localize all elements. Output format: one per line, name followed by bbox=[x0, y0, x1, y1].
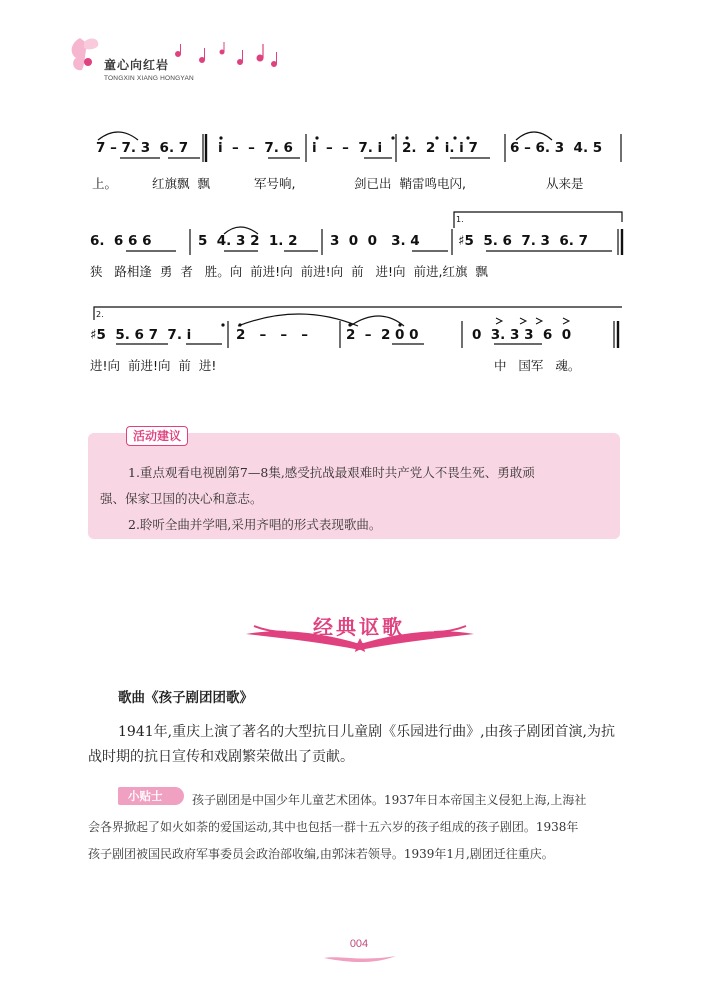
score-notes: ♯5 5. 6 7 7. i bbox=[90, 327, 192, 343]
activity-item-1-cont: 强、保家卫国的决心和意志。 bbox=[100, 491, 263, 506]
header-title: 童心向红岩 bbox=[104, 58, 170, 72]
tip-text: 会各界掀起了如火如荼的爱国运动,其中也包括一群十五六岁的孩子组成的孩子剧团。1938年 bbox=[88, 820, 579, 834]
lyric: 从来是 bbox=[546, 176, 584, 191]
lyric: 进!向 前进!向 前 进! bbox=[90, 358, 217, 373]
octave-dot bbox=[221, 323, 224, 326]
lyric: 红旗飘 飘 bbox=[152, 176, 210, 191]
score-notes: i – – 7. 6 bbox=[218, 140, 293, 156]
tip-text: 孩子剧团被国民政府军事委员会政治部收编,由郭沫若领导。1939年1月,剧团迁往重庆。 bbox=[88, 847, 554, 861]
lyric: 狭 路相逢 勇 者 胜。向 前进!向 前进!向 前 进!向 前进,红旗 飘 bbox=[90, 264, 488, 279]
octave-dot bbox=[391, 136, 394, 139]
section-title: 经典讴歌 bbox=[313, 615, 405, 639]
song-paragraph: 1941年,重庆上演了著名的大型抗日儿童剧《乐园进行曲》,由孩子剧团首演,为抗 bbox=[118, 724, 615, 740]
score-notes: 7 – 7. 3 6. 7 bbox=[96, 140, 189, 156]
lyric: 军号响, bbox=[254, 176, 296, 191]
score-notes: 5 4. 3 2 1. 2 bbox=[198, 233, 298, 249]
volta-bracket bbox=[94, 307, 622, 320]
score-notes: 2 – – – bbox=[236, 327, 308, 343]
tip-text: 孩子剧团是中国少年儿童艺术团体。1937年日本帝国主义侵犯上海,上海社 bbox=[192, 793, 587, 807]
score-notes: 0 3. 3 3 6 0 bbox=[472, 327, 572, 343]
accent-mark bbox=[536, 318, 542, 324]
page-number: 004 bbox=[349, 938, 369, 950]
score-notes: 2 – 2 0 0 bbox=[346, 327, 419, 343]
lyric: 剑已出 鞘雷鸣电闪, bbox=[354, 176, 466, 191]
lyric: 中 国军 魂。 bbox=[494, 358, 581, 373]
score-notes: i – – 7. i bbox=[312, 140, 383, 156]
volta-1-label: 1. bbox=[456, 215, 464, 224]
score-notes: 6. 6 6 6 bbox=[90, 233, 152, 249]
accent-mark bbox=[563, 318, 569, 324]
activity-item-1: 1.重点观看电视剧第7—8集,感受抗战最艰难时共产党人不畏生死、勇敢顽 bbox=[128, 465, 535, 480]
score-notes: 2. 2 i. i 7 bbox=[402, 140, 478, 156]
tie bbox=[350, 316, 404, 326]
tip-label: 小贴士 bbox=[118, 787, 184, 805]
activity-label: 活动建议 bbox=[126, 426, 188, 446]
volta-2-label: 2. bbox=[96, 310, 104, 319]
score-notes: 3 0 0 3. 4 bbox=[330, 233, 420, 249]
slur bbox=[98, 132, 138, 140]
accent-mark bbox=[520, 318, 526, 324]
activity-item-2: 2.聆听全曲并学唱,采用齐唱的形式表现歌曲。 bbox=[128, 517, 382, 532]
volta-bracket bbox=[454, 212, 622, 228]
accent-mark bbox=[496, 318, 502, 324]
lyric: 上。 bbox=[92, 176, 118, 191]
score-notes: ♯5 5. 6 7. 3 6. 7 bbox=[458, 233, 588, 249]
page-number-ribbon bbox=[320, 952, 400, 966]
song-title: 歌曲《孩子剧团团歌》 bbox=[118, 690, 253, 706]
score-notes: 6 – 6. 3 4. 5 bbox=[510, 140, 603, 156]
header-subtitle: TONGXIN XIANG HONGYAN bbox=[104, 75, 194, 82]
slur bbox=[516, 132, 552, 140]
song-paragraph-cont: 战时期的抗日宣传和戏剧繁荣做出了贡献。 bbox=[88, 749, 354, 765]
